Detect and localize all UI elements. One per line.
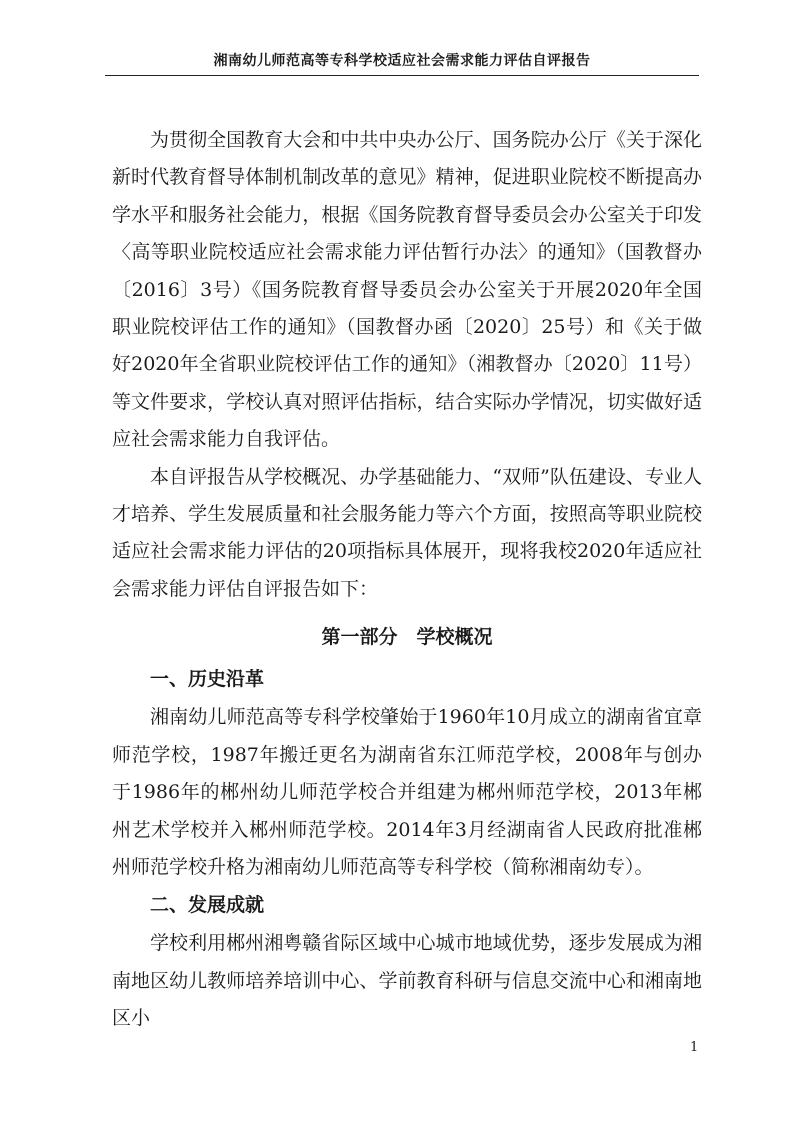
intro-paragraph-2: 本自评报告从学校概况、办学基础能力、“双师”队伍建设、专业人才培养、学生发展质量和社会服务能力等六个方面，按照高等职业院校适应社会需求能力评估的20项指标具体展开，现将我校2020年适应社会需求能力评估自评报告如下： <box>112 465 702 600</box>
part-one-title: 第一部分 学校概况 <box>321 626 493 649</box>
intro-paragraph-1: 为贯彻全国教育大会和中共中央办公厅、国务院办公厅《关于深化新时代教育督导体制机制改革的意见》精神，促进职业院校不断提高办学水平和服务社会能力，根据《国务院教育督导委员会办公室关于印发〈高等职业院校适应社会需求能力评估暂行办法〉的通知》（国教督办〔2016〕3号）《国务院教育督导委员会办公室关于开展2020年全国职业院校评估工作的通知》（国教督办函〔2020〕25号）和《关于做好2020年全省职业院校评估工作的通知》（湘教督办〔2020〕11号）等文件要求，学校认真对照评估指标，结合实际办学情况，切实做好适应社会需求能力自我评估。 <box>112 129 702 451</box>
section-paragraph-achievements: 学校利用郴州湘粤赣省际区域中心城市地域优势，逐步发展成为湘南地区幼儿教师培养培训中心、学前教育科研与信息交流中心和湘南地区小 <box>112 932 702 1030</box>
document-body <box>112 122 702 1038</box>
running-header: 湘南幼儿师范高等专科学校适应社会需求能力评估自评报告 <box>213 53 591 69</box>
section-heading-history: 一、历史沿革 <box>150 668 265 691</box>
header-rule <box>105 75 699 76</box>
page-number: 1 <box>690 1040 699 1055</box>
section-heading-achievements: 二、发展成就 <box>150 894 265 917</box>
section-paragraph-history: 湘南幼儿师范高等专科学校肇始于1960年10月成立的湖南省宜章师范学校，1987年搬迁更名为湖南省东江师范学校，2008年与创办于1986年的郴州幼儿师范学校合并组建为郴州师范学校，2013年郴州艺术学校并入郴州师范学校。2014年3月经湖南省人民政府批准郴州师范学校升格为湘南幼儿师范高等专科学校（简称湘南幼专）。 <box>112 706 702 878</box>
